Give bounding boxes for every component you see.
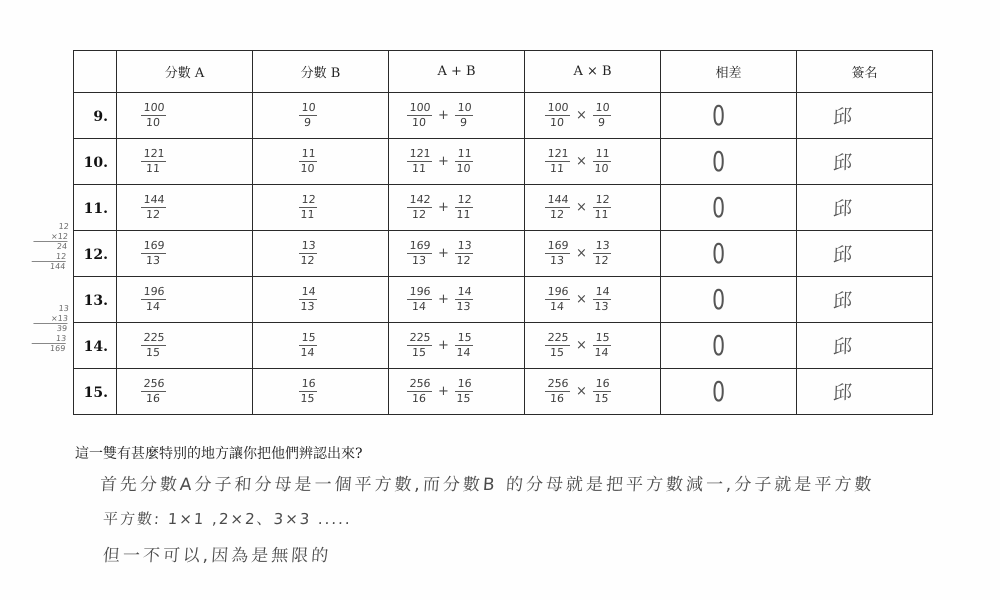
sum-cell: [389, 323, 525, 369]
denominator: 10: [593, 162, 609, 175]
row-number: 10.: [83, 155, 108, 171]
difference-cell: [661, 369, 797, 415]
signature: 邱: [832, 243, 853, 267]
signature: 邱: [832, 381, 853, 405]
plus-sign: +: [438, 292, 449, 307]
numerator: 121: [545, 148, 571, 162]
signature-cell: [797, 139, 933, 185]
row-number-cell: [74, 139, 117, 185]
denominator: 11: [300, 208, 315, 221]
fraction-b-cell: [253, 323, 389, 369]
sum-left-fraction: [406, 286, 433, 313]
times-sign: ×: [576, 108, 587, 123]
table-row: [74, 93, 933, 139]
product-right-fraction: [592, 286, 612, 313]
sum-cell: [389, 277, 525, 323]
numerator: 15: [593, 332, 612, 346]
denominator: 10: [455, 162, 471, 175]
numerator: 196: [141, 286, 167, 300]
difference-value: 0: [712, 145, 726, 178]
header-signature: 簽名: [797, 51, 933, 93]
product-cell: [525, 185, 661, 231]
numerator: 11: [299, 148, 318, 162]
denominator: 15: [593, 392, 609, 405]
fraction-b-cell: [253, 277, 389, 323]
denominator: 15: [145, 346, 161, 359]
fraction-a-cell: [117, 277, 253, 323]
row-number-cell: [74, 277, 117, 323]
margin-calculation: [31, 222, 69, 272]
worksheet-table: [73, 50, 933, 415]
numerator: 13: [455, 240, 474, 254]
numerator: 16: [593, 378, 612, 392]
denominator: 9: [303, 116, 312, 129]
difference-cell: [661, 139, 797, 185]
sum-left-fraction: [406, 240, 433, 267]
product-cell: [525, 369, 661, 415]
product-cell: [525, 139, 661, 185]
product-left-fraction: [544, 102, 571, 129]
numerator: 144: [545, 194, 571, 208]
sum-right-fraction: [454, 194, 474, 221]
header-fraction-b: 分數 B: [253, 51, 389, 93]
fraction-a: [140, 102, 167, 129]
denominator: 16: [549, 392, 565, 405]
product-cell: [525, 231, 661, 277]
numerator: 100: [545, 102, 571, 116]
product-left-fraction: [544, 378, 571, 405]
denominator: 12: [300, 254, 315, 267]
sum-left-fraction: [406, 148, 433, 175]
difference-cell: [661, 277, 797, 323]
table-row: [74, 139, 933, 185]
denominator: 13: [549, 254, 565, 267]
sum-cell: [389, 369, 525, 415]
numerator: 169: [545, 240, 571, 254]
table-row: [74, 185, 933, 231]
sum-left-fraction: [406, 378, 433, 405]
product-cell: [525, 93, 661, 139]
numerator: 225: [407, 332, 433, 346]
header-row: [74, 51, 933, 93]
times-sign: ×: [576, 200, 587, 215]
product-left-fraction: [544, 194, 571, 221]
denominator: 14: [593, 346, 609, 359]
denominator: 11: [593, 208, 609, 221]
product-right-fraction: [592, 102, 612, 129]
product-right-fraction: [592, 148, 612, 175]
denominator: 10: [411, 116, 427, 129]
margin-line: 12: [55, 251, 67, 261]
denominator: 16: [145, 392, 161, 405]
times-sign: ×: [576, 246, 587, 261]
fraction-a-cell: [117, 93, 253, 139]
sum-right-fraction: [454, 240, 474, 267]
row-number: 13.: [83, 293, 108, 309]
answer-line: 但一不可以,因為是無限的: [102, 546, 332, 566]
numerator: 10: [455, 102, 474, 116]
sum-right-fraction: [454, 102, 474, 129]
margin-calculation: [31, 304, 69, 354]
header-product: A × B: [525, 51, 661, 93]
denominator: 10: [145, 116, 161, 129]
denominator: 12: [593, 254, 609, 267]
denominator: 11: [411, 162, 427, 175]
denominator: 13: [300, 300, 315, 313]
difference-value: 0: [712, 99, 726, 132]
numerator: 15: [299, 332, 318, 346]
row-number: 12.: [83, 247, 108, 263]
denominator: 13: [455, 300, 471, 313]
denominator: 10: [300, 162, 315, 175]
numerator: 100: [407, 102, 433, 116]
numerator: 10: [593, 102, 612, 116]
numerator: 15: [455, 332, 474, 346]
denominator: 11: [549, 162, 565, 175]
product-right-fraction: [592, 194, 612, 221]
row-number: 14.: [83, 339, 108, 355]
margin-line: 13: [58, 304, 70, 313]
denominator: 13: [411, 254, 427, 267]
fraction-a: [140, 240, 167, 267]
fraction-a-cell: [117, 185, 253, 231]
signature-cell: [797, 93, 933, 139]
margin-line: 144: [31, 261, 66, 272]
row-number-cell: [74, 93, 117, 139]
difference-value: 0: [712, 375, 726, 408]
fraction-b: [298, 148, 318, 175]
table-row: [74, 369, 933, 415]
signature-cell: [797, 277, 933, 323]
denominator: 14: [411, 300, 427, 313]
product-left-fraction: [544, 240, 571, 267]
margin-line: ×12: [50, 231, 69, 241]
times-sign: ×: [576, 338, 587, 353]
fraction-a: [140, 378, 167, 405]
signature-cell: [797, 231, 933, 277]
plus-sign: +: [438, 108, 449, 123]
numerator: 144: [141, 194, 167, 208]
product-left-fraction: [544, 286, 571, 313]
numerator: 14: [299, 286, 318, 300]
margin-line: 13: [55, 333, 67, 343]
denominator: 12: [411, 208, 427, 221]
denominator: 12: [145, 208, 161, 221]
product-cell: [525, 323, 661, 369]
answer-line: 平方數: 1×1 ,2×2、3×3 .....: [102, 510, 353, 528]
denominator: 14: [455, 346, 471, 359]
fraction-a-cell: [117, 139, 253, 185]
denominator: 15: [411, 346, 427, 359]
denominator: 15: [549, 346, 565, 359]
margin-line: 24: [33, 241, 68, 252]
numerator: 121: [141, 148, 167, 162]
signature: 邱: [832, 151, 853, 175]
margin-line: ×13: [50, 313, 69, 323]
sum-cell: [389, 185, 525, 231]
numerator: 196: [407, 286, 433, 300]
signature: 邱: [832, 289, 853, 313]
sum-cell: [389, 93, 525, 139]
fraction-b-cell: [253, 231, 389, 277]
plus-sign: +: [438, 384, 449, 399]
numerator: 256: [141, 378, 167, 392]
table-row: [74, 231, 933, 277]
times-sign: ×: [576, 384, 587, 399]
numerator: 14: [455, 286, 474, 300]
numerator: 196: [545, 286, 571, 300]
row-number-cell: [74, 231, 117, 277]
numerator: 12: [455, 194, 474, 208]
difference-cell: [661, 231, 797, 277]
numerator: 16: [299, 378, 318, 392]
fraction-b: [298, 286, 318, 313]
sum-cell: [389, 231, 525, 277]
fraction-b-cell: [253, 139, 389, 185]
numerator: 12: [299, 194, 318, 208]
sum-right-fraction: [454, 332, 474, 359]
row-number: 15.: [83, 385, 108, 401]
product-right-fraction: [592, 378, 612, 405]
row-number-cell: [74, 369, 117, 415]
denominator: 15: [455, 392, 471, 405]
fraction-a: [140, 148, 167, 175]
fraction-a-cell: [117, 323, 253, 369]
fraction-b-cell: [253, 369, 389, 415]
fraction-b: [298, 378, 318, 405]
fraction-a: [140, 286, 167, 313]
denominator: 11: [145, 162, 161, 175]
denominator: 15: [300, 392, 315, 405]
table-header: [74, 51, 933, 93]
signature: 邱: [832, 197, 853, 221]
numerator: 225: [545, 332, 571, 346]
margin-line: 39: [33, 323, 68, 334]
plus-sign: +: [438, 246, 449, 261]
numerator: 256: [407, 378, 433, 392]
numerator: 10: [299, 102, 318, 116]
difference-cell: [661, 323, 797, 369]
numerator: 11: [593, 148, 612, 162]
fraction-a-cell: [117, 369, 253, 415]
denominator: 13: [145, 254, 161, 267]
denominator: 16: [411, 392, 427, 405]
denominator: 9: [459, 116, 468, 129]
numerator: 14: [593, 286, 612, 300]
numerator: 169: [141, 240, 167, 254]
sum-cell: [389, 139, 525, 185]
numerator: 225: [141, 332, 167, 346]
fraction-a: [140, 332, 167, 359]
difference-value: 0: [712, 191, 726, 224]
sum-left-fraction: [406, 332, 433, 359]
numerator: 121: [407, 148, 433, 162]
fraction-a: [140, 194, 167, 221]
header-row-number: [74, 51, 117, 93]
numerator: 13: [299, 240, 318, 254]
product-left-fraction: [544, 332, 571, 359]
denominator: 11: [455, 208, 471, 221]
numerator: 256: [545, 378, 571, 392]
denominator: 12: [455, 254, 471, 267]
header-sum: A + B: [389, 51, 525, 93]
sum-right-fraction: [454, 286, 474, 313]
fraction-b: [298, 240, 318, 267]
sum-left-fraction: [406, 194, 433, 221]
denominator: 12: [549, 208, 565, 221]
signature-cell: [797, 369, 933, 415]
header-difference: 相差: [661, 51, 797, 93]
sum-right-fraction: [454, 378, 474, 405]
difference-value: 0: [712, 329, 726, 362]
table-row: [74, 277, 933, 323]
fraction-b: [298, 332, 318, 359]
row-number: 9.: [93, 109, 108, 125]
product-right-fraction: [592, 332, 612, 359]
numerator: 13: [593, 240, 612, 254]
fraction-b: [298, 102, 318, 129]
numerator: 11: [455, 148, 474, 162]
denominator: 14: [145, 300, 161, 313]
table-row: [74, 323, 933, 369]
numerator: 142: [407, 194, 433, 208]
denominator: 9: [597, 116, 606, 129]
signature: 邱: [832, 335, 853, 359]
numerator: 12: [593, 194, 612, 208]
denominator: 13: [593, 300, 609, 313]
difference-value: 0: [712, 237, 726, 270]
row-number-cell: [74, 323, 117, 369]
signature-cell: [797, 185, 933, 231]
denominator: 14: [549, 300, 565, 313]
header-fraction-a: 分數 A: [117, 51, 253, 93]
margin-line: 169: [31, 343, 66, 354]
difference-cell: [661, 93, 797, 139]
fraction-a-cell: [117, 231, 253, 277]
sum-right-fraction: [454, 148, 474, 175]
times-sign: ×: [576, 154, 587, 169]
numerator: 100: [141, 102, 167, 116]
sum-left-fraction: [406, 102, 433, 129]
product-cell: [525, 277, 661, 323]
row-number-cell: [74, 185, 117, 231]
row-number: 11.: [83, 201, 108, 217]
denominator: 14: [300, 346, 315, 359]
table-body: [74, 93, 933, 415]
margin-line: 12: [58, 222, 70, 231]
plus-sign: +: [438, 154, 449, 169]
question-text: 這一雙有甚麼特別的地方讓你把他們辨認出來?: [75, 446, 363, 462]
times-sign: ×: [576, 292, 587, 307]
difference-value: 0: [712, 283, 726, 316]
signature-cell: [797, 323, 933, 369]
fraction-b-cell: [253, 185, 389, 231]
product-right-fraction: [592, 240, 612, 267]
answer-line: 首先分數A分子和分母是一個平方數,而分數B 的分母就是把平方數減一,分子就是平方數: [99, 475, 876, 495]
fraction-b-cell: [253, 93, 389, 139]
numerator: 169: [407, 240, 433, 254]
plus-sign: +: [438, 338, 449, 353]
plus-sign: +: [438, 200, 449, 215]
difference-cell: [661, 185, 797, 231]
product-left-fraction: [544, 148, 571, 175]
signature: 邱: [832, 105, 853, 129]
denominator: 10: [549, 116, 565, 129]
fraction-b: [298, 194, 318, 221]
numerator: 16: [455, 378, 474, 392]
